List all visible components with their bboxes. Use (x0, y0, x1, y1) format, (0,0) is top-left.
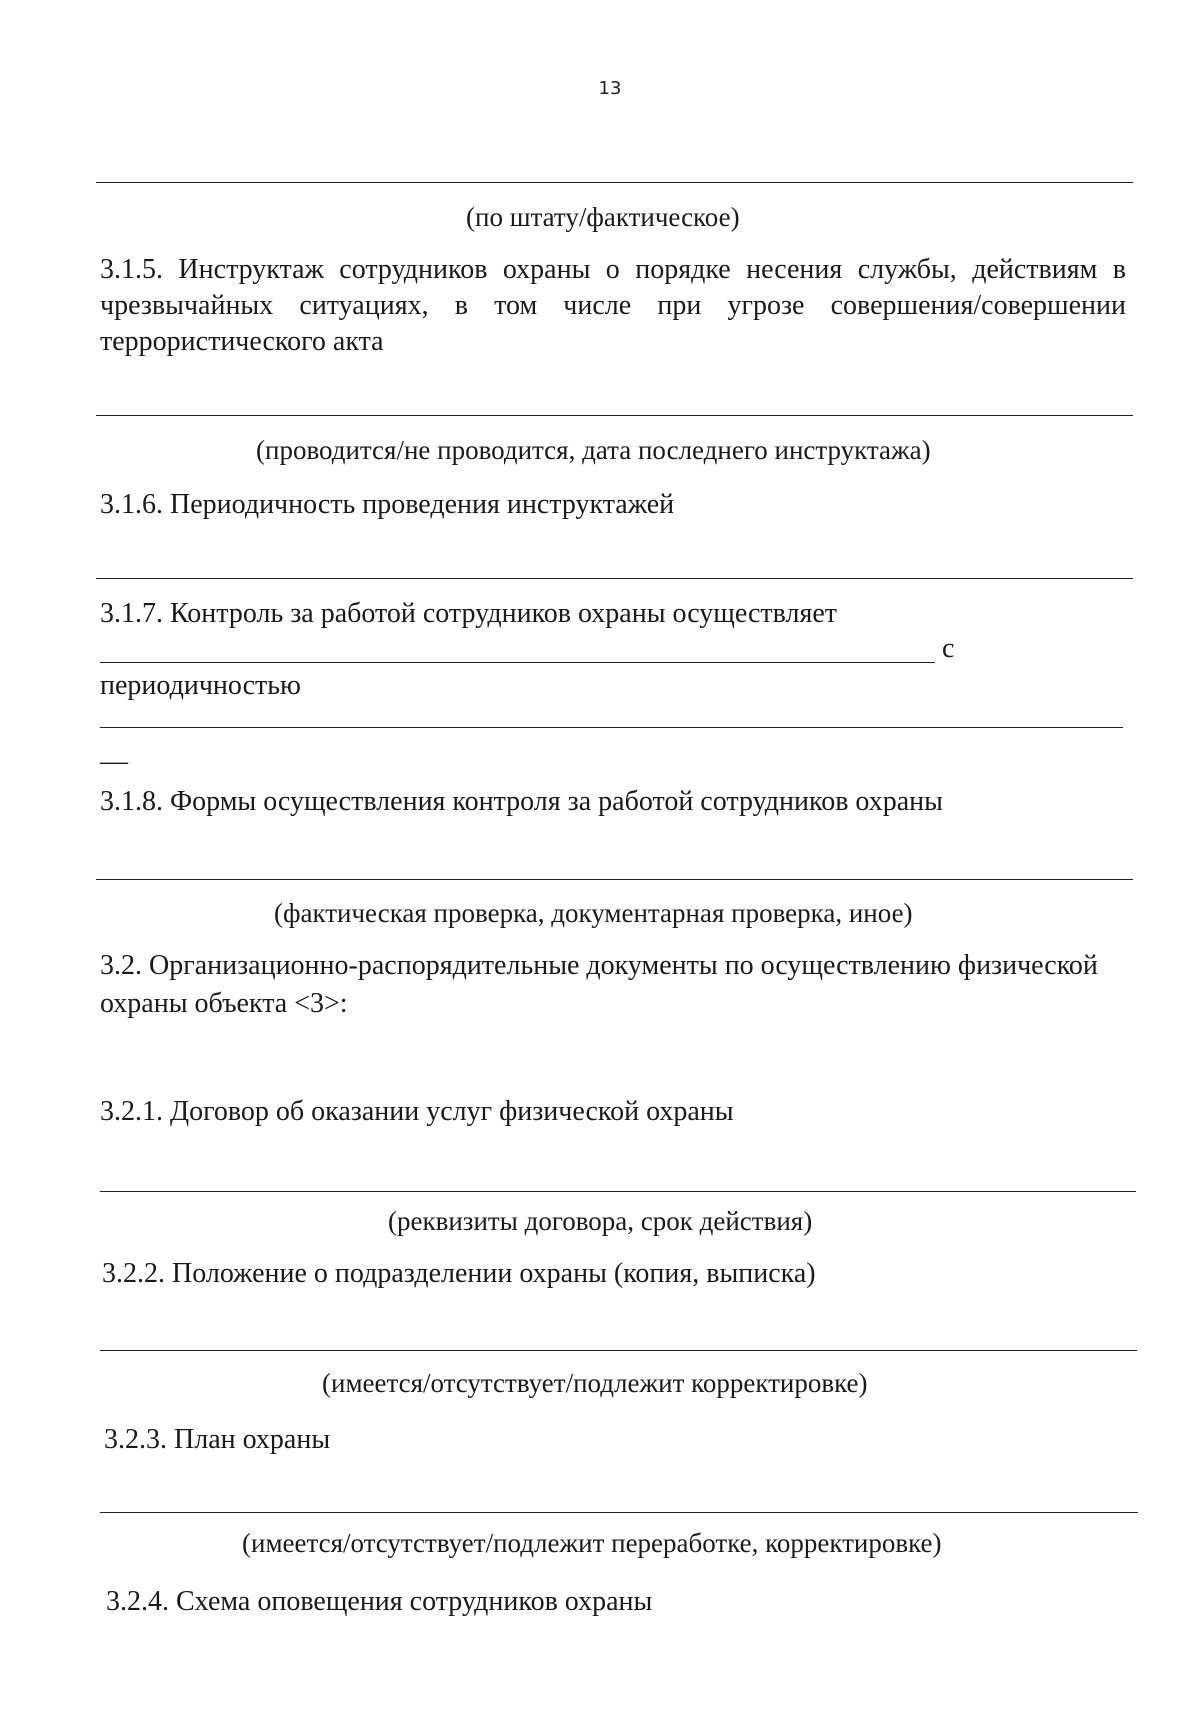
section-3-2-4: 3.2.4. Схема оповещения сотрудников охраны (106, 1586, 653, 1617)
section-3-1-7-with: с (942, 633, 955, 664)
fill-line-forms (96, 879, 1133, 880)
caption-plan: (имеется/отсутствует/подлежит переработке, корректировке) (242, 1528, 942, 1558)
section-3-1-6: 3.1.6. Периодичность проведения инструктажей (100, 489, 675, 520)
section-3-1-5-line2: чрезвычайных ситуациях, в том числе при угрозе совершения/совершении (100, 290, 1126, 321)
section-3-2-1: 3.2.1. Договор об оказании услуг физической охраны (100, 1096, 734, 1127)
caption-briefing: (проводится/не проводится, дата последнего инструктажа) (256, 435, 931, 465)
dash-mark: — (100, 746, 128, 777)
fill-line-regulation (100, 1350, 1137, 1351)
fill-line-controller (100, 662, 935, 663)
fill-line-control-period (100, 727, 1123, 728)
section-3-2-2: 3.2.2. Положение о подразделении охраны (копия, выписка) (102, 1258, 816, 1289)
caption-forms: (фактическая проверка, документарная проверка, иное) (274, 898, 913, 928)
caption-contract: (реквизиты договора, срок действия) (388, 1206, 813, 1236)
section-3-2-3: 3.2.3. План охраны (104, 1424, 331, 1455)
caption-staff: (по штату/фактическое) (466, 202, 740, 232)
section-3-1-7-periodicity: периодичностью (100, 670, 301, 701)
section-3-1-5-line3: террористического акта (100, 326, 384, 357)
fill-line-briefing (96, 415, 1133, 416)
fill-line-periodicity (96, 578, 1133, 579)
section-3-1-7: 3.1.7. Контроль за работой сотрудников охраны осуществляет (100, 598, 837, 629)
section-3-2-line1: 3.2. Организационно-распорядительные документы по осуществлению физической (100, 950, 1098, 981)
caption-regulation: (имеется/отсутствует/подлежит корректировке) (322, 1368, 868, 1398)
fill-line-plan (100, 1512, 1138, 1513)
section-3-2-line2: охраны объекта <3>: (100, 988, 348, 1019)
section-3-1-5-line1: 3.1.5. Инструктаж сотрудников охраны о порядке несения службы, действиям в (100, 254, 1126, 285)
page-number: 13 (598, 78, 622, 99)
section-3-1-8: 3.1.8. Формы осуществления контроля за работой сотрудников охраны (100, 786, 943, 817)
fill-line-staff (96, 182, 1133, 183)
fill-line-contract (100, 1191, 1136, 1192)
